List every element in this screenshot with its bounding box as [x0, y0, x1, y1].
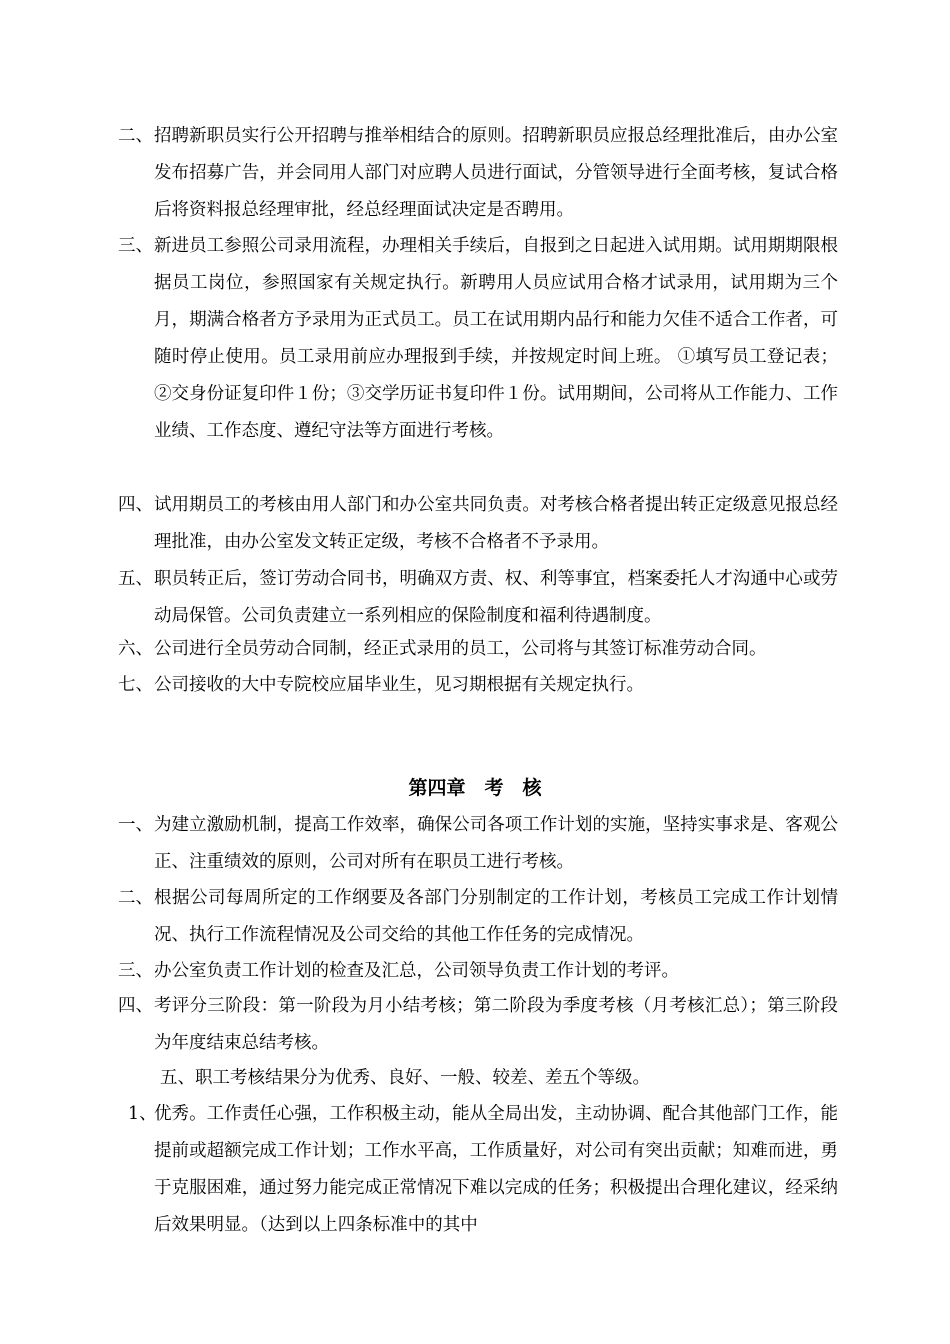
item-five-text: 五、职工考核结果分为优秀、良好、一般、较差、差五个等级。: [160, 1068, 650, 1088]
item-text: 试用期员工的考核由用人部门和办公室共同负责。对考核合格者提出转正定级意见报总经理批准，由办公室发文转正定级，考核不合格者不予录用。: [154, 495, 838, 552]
item-number: 七、: [118, 675, 153, 695]
grade-one-item: [128, 1096, 838, 1244]
section3-item-3: [118, 228, 838, 450]
item-text: 公司进行全员劳动合同制，经正式录用的员工，公司将与其签订标准劳动合同。: [154, 639, 767, 659]
section3-item-7: [118, 667, 838, 704]
section3-item-2: [118, 118, 838, 229]
section3-item-4: [118, 487, 838, 561]
chapter4-item-1: [118, 807, 838, 881]
item-number: 二、: [118, 126, 153, 146]
item-text: 优秀。工作责任心强，工作积极主动，能从全局出发，主动协调、配合其他部门工作，能提前或超额完成工作计划；工作水平高，工作质量好，对公司有突出贡献；知难而进，勇于克服困难，通过努力能完成正常情况下难以完成的任务；积极提出合理化建议，经采纳后效果明显。（达到以上四条标准中的其中: [154, 1104, 838, 1235]
item-number: 三、: [118, 961, 153, 981]
item-text: 职员转正后，签订劳动合同书，明确双方责、权、利等事宜，档案委托人才沟通中心或劳动局保管。公司负责建立一系列相应的保险制度和福利待遇制度。: [154, 569, 838, 626]
item-text: 新进员工参照公司录用流程，办理相关手续后，自报到之日起进入试用期。试用期期限根据员工岗位，参照国家有关规定执行。新聘用人员应试用合格才试录用，试用期为三个月，期满合格者方予录用为正式员工。员工在试用期内品行和能力欠佳不适合工作者，可随时停止使用。员工录用前应办理报到手续，并按规定时间上班。 ①填写员工登记表；②交身份证复印件１份；③交学历证书复印件１份。试用期间，公司将从工作能力、工作业绩、工作态度、遵纪守法等方面进行考核。: [154, 236, 838, 441]
item-number: 三、: [118, 236, 153, 256]
item-number: 四、: [118, 495, 153, 515]
item-number: 一、: [118, 815, 153, 835]
item-number: 四、: [118, 996, 153, 1016]
item-number: 六、: [118, 639, 153, 659]
item-text: 考评分三阶段：第一阶段为月小结考核；第二阶段为季度考核（月考核汇总）；第三阶段为年度结束总结考核。: [154, 996, 838, 1053]
chapter4-item-2: [118, 880, 838, 954]
item-text: 招聘新职员实行公开招聘与推举相结合的原则。招聘新职员应报总经理批准后，由办公室发布招募广告，并会同用人部门对应聘人员进行面试，分管领导进行全面考核，复试合格后将资料报总经理审批，经总经理面试决定是否聘用。: [154, 126, 838, 220]
item-number: 五、: [118, 569, 153, 589]
item-number: 二、: [118, 888, 153, 908]
item-text: 根据公司每周所定的工作纲要及各部门分别制定的工作计划，考核员工完成工作计划情况、执行工作流程情况及公司交给的其他工作任务的完成情况。: [154, 888, 838, 945]
section3-item-6: [118, 631, 838, 668]
chapter-title: 第四章 考 核: [408, 777, 542, 799]
chapter4-item-4: [118, 988, 838, 1062]
item-text: 办公室负责工作计划的检查及汇总，公司领导负责工作计划的考评。: [154, 961, 679, 981]
item-text: 为建立激励机制，提高工作效率，确保公司各项工作计划的实施，坚持实事求是、客观公正、注重绩效的原则，公司对所有在职员工进行考核。: [154, 815, 838, 872]
section3-item-5: [118, 561, 838, 635]
chapter4-item-3: [118, 953, 838, 990]
item-text: 公司接收的大中专院校应届毕业生，见习期根据有关规定执行。: [154, 675, 644, 695]
item-number: 1、: [128, 1104, 157, 1124]
